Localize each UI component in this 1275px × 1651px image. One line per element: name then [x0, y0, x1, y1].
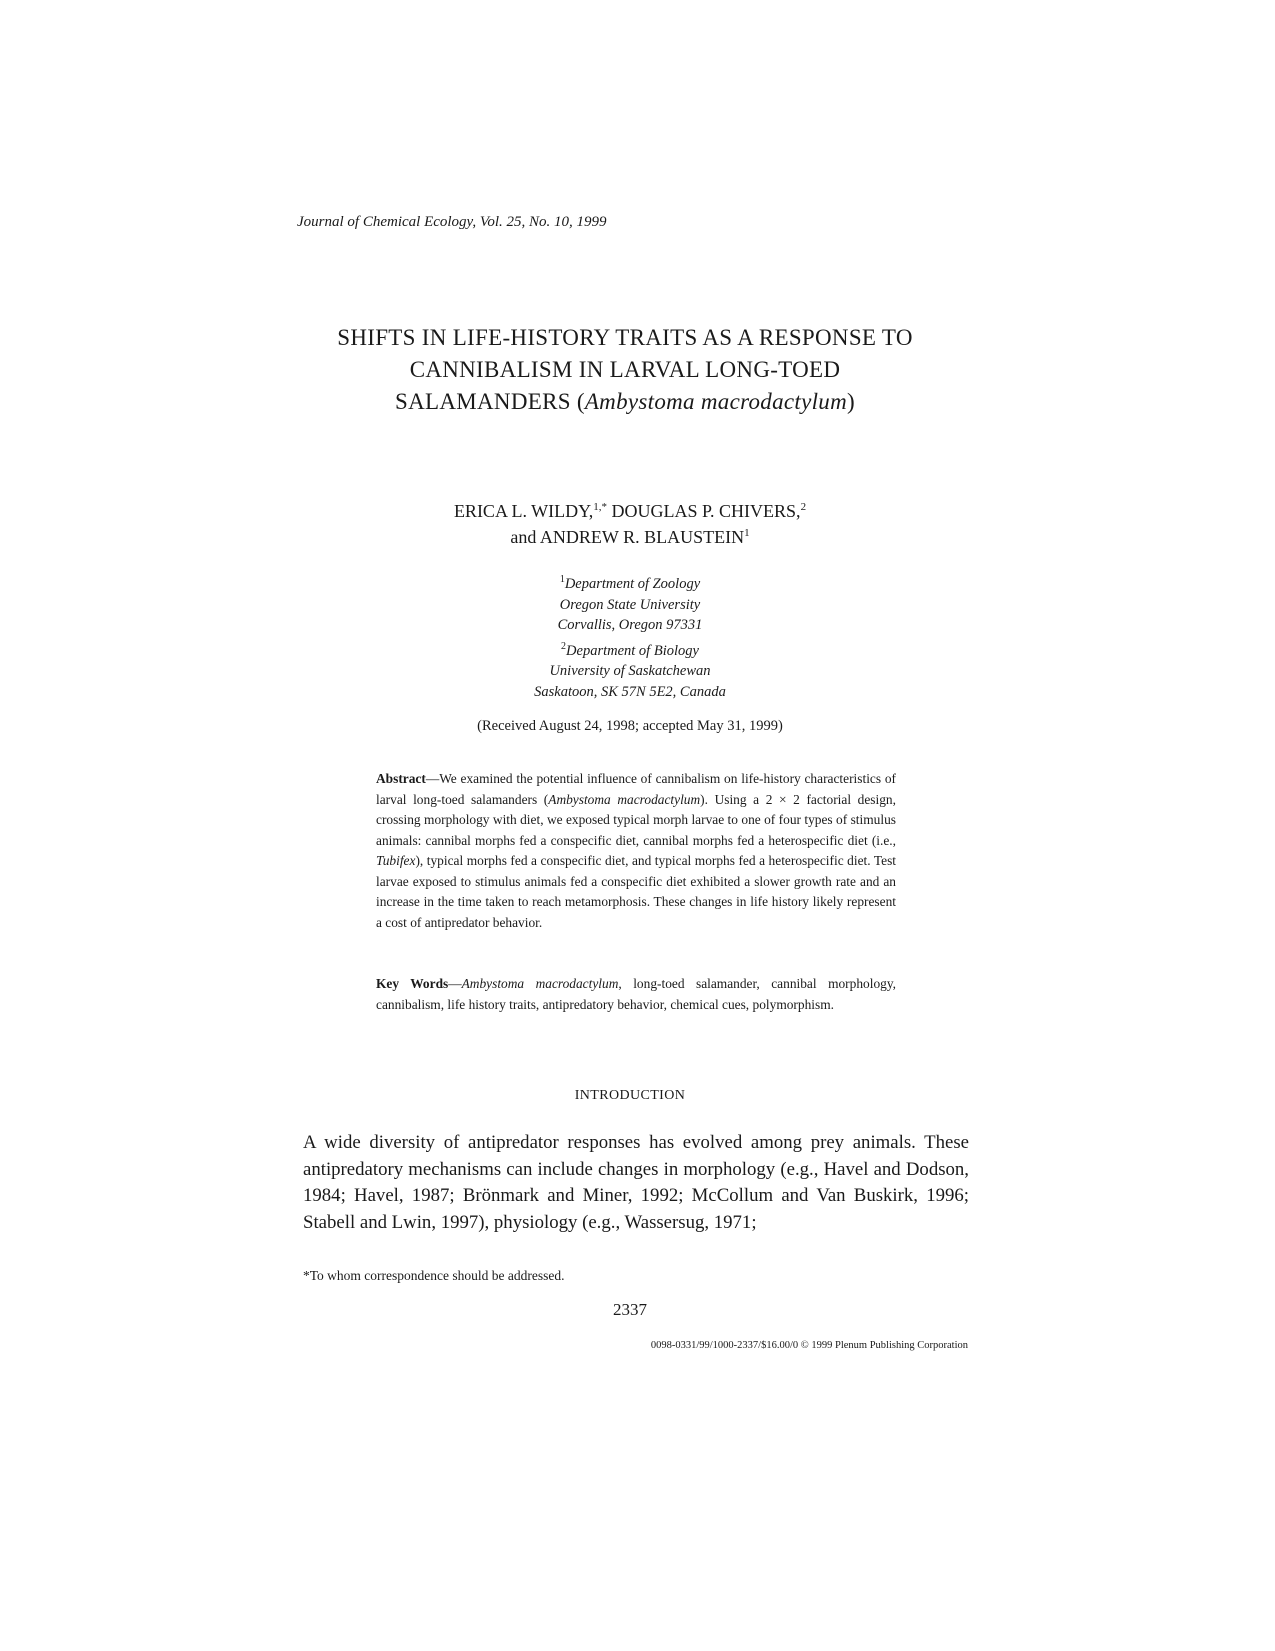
author-1-marks: 1,* — [593, 501, 608, 513]
author-2-name: DOUGLAS P. CHIVERS, — [607, 501, 801, 521]
author-3-name: and ANDREW R. BLAUSTEIN — [510, 527, 745, 547]
intro-paragraph: A wide diversity of antipredator responses has evolved among prey animals. These antipredatory mechanisms can include changes in morphology (e.g., Havel and Dodson, 1984; Havel, 1987; Brönmark and Miner, 1992; McCollum and Van Buskirk, 1996; Stabell and Lwin, 1997), physiology (e.g., Wassersug, 1971; — [303, 1132, 969, 1233]
affiliation-1-city: Corvallis, Oregon 97331 — [557, 617, 703, 633]
keywords-label: Key Words — [376, 976, 449, 991]
author-3-marks: 1 — [744, 527, 750, 539]
author-line-1 — [330, 498, 930, 524]
abstract-text-1: —We examined the potential influence of cannibalism on life-history characteristics of larval long-toed salamanders ( — [376, 771, 896, 807]
section-heading: INTRODUCTION — [574, 1088, 686, 1103]
abstract-genus: Tubifex — [376, 853, 416, 868]
journal-header: Journal of Chemical Ecology, Vol. 25, No. 10, 1999 — [297, 214, 607, 230]
keywords — [376, 974, 896, 1015]
author-list — [330, 498, 930, 550]
title-line-3 — [290, 386, 960, 418]
author-line-2 — [330, 524, 930, 550]
abstract — [376, 769, 896, 933]
article-title — [290, 322, 960, 418]
affiliation-2-inst: University of Saskatchewan — [549, 663, 711, 679]
affiliation-1-mark: 1 — [559, 574, 565, 586]
affiliation-2-city: Saskatoon, SK 57N 5E2, Canada — [534, 683, 726, 700]
affiliation-2-mark: 2 — [561, 640, 567, 652]
affiliation-2-dept-text: Department of Biology — [566, 642, 699, 659]
copyright-line: 0098-0331/99/1000-2337/$16.00/0 © 1999 Plenum Publishing Corporation — [650, 1340, 968, 1351]
abstract-species: Ambystoma macrodactylum — [548, 791, 701, 807]
author-2-marks: 2 — [800, 501, 807, 513]
correspondence-footnote: *To whom correspondence should be addressed. — [303, 1268, 565, 1283]
keywords-rest: , long-toed salamander, cannibal morphology, cannibalism, life history traits, antipredatory behavior, chemical cues, polymorphism. — [376, 976, 897, 1012]
affiliation-1-dept-text: Department of Zoology — [564, 576, 701, 592]
abstract-text-2: ). Using a 2 × 2 factorial design, crossing morphology with diet, we exposed typical morph larvae to one of four types of stimulus animals: cannibal morphs fed a conspecific diet, cannibal morphs fed a heterospecific diet (i.e., — [376, 791, 896, 848]
page-number: 2337 — [613, 1300, 647, 1319]
title-line-1: SHIFTS IN LIFE-HISTORY TRAITS AS A RESPONSE TO — [337, 325, 913, 350]
title-line-2: CANNIBALISM IN LARVAL LONG-TOED — [409, 357, 841, 382]
affiliation-2-dept — [400, 641, 860, 662]
title-line-3-prefix: SALAMANDERS ( — [394, 389, 585, 414]
abstract-text-3: ), typical morphs fed a conspecific diet, and typical morphs fed a heterospecific diet. Test larvae exposed to stimulus animals fed a conspecific diet exhibited a slower growth rate and an increase in the time taken to reach metamorphosis. These changes in life history likely represent a cost of antipredator behavior. — [376, 853, 896, 930]
keywords-dash: — — [448, 976, 462, 991]
keywords-species: Ambystoma macrodactylum — [461, 976, 619, 991]
abstract-label: Abstract — [376, 771, 426, 786]
title-line-3-suffix: ) — [847, 389, 855, 414]
affiliation-1-dept — [400, 574, 860, 595]
affiliations — [400, 574, 860, 702]
affiliation-1-inst: Oregon State University — [559, 596, 701, 613]
title-species: Ambystoma macrodactylum — [584, 389, 848, 414]
received-dates: (Received August 24, 1998; accepted May 31, 1999) — [477, 718, 783, 734]
author-1-name: ERICA L. WILDY, — [453, 501, 594, 521]
